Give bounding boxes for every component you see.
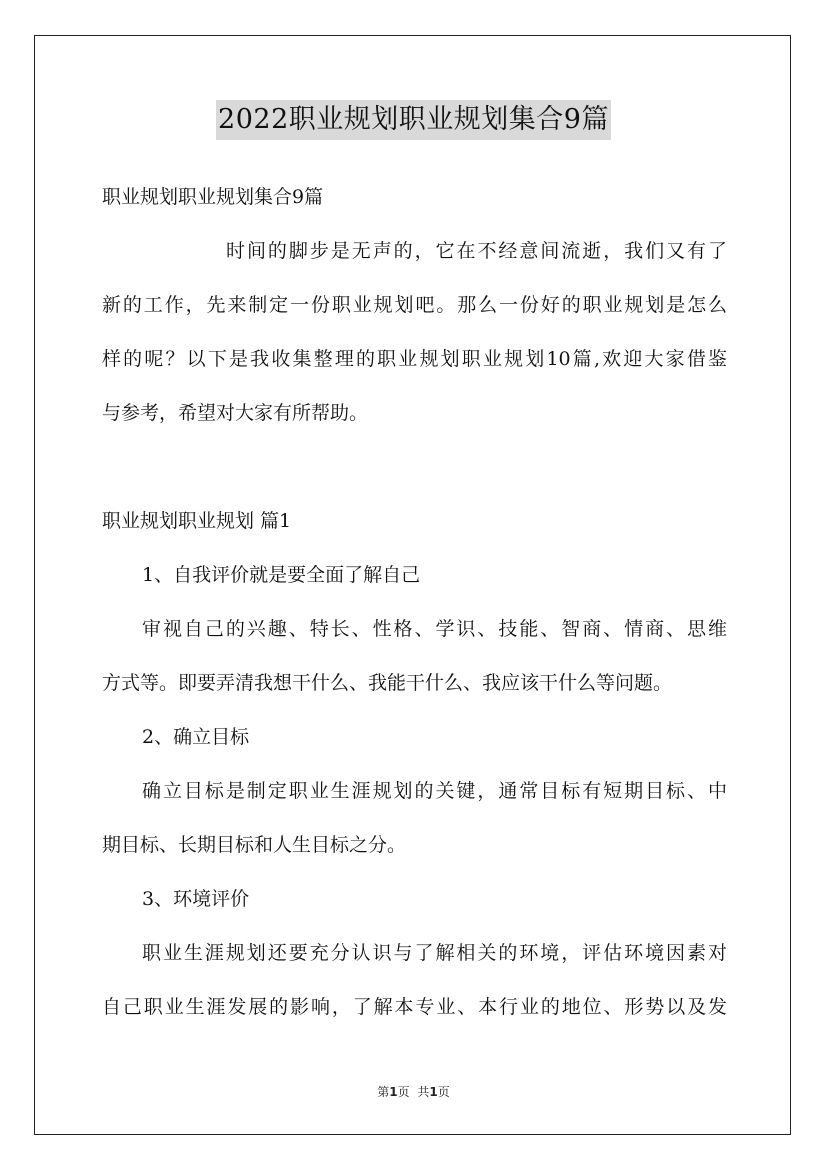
page-prefix: 第 (377, 1085, 390, 1099)
title-wrap (0, 100, 827, 140)
total-pages: 1 (429, 1085, 438, 1099)
spacer (102, 440, 727, 494)
item-line: 职业生涯规划还要充分认识与了解相关的环境，评估环境因素对 (142, 942, 727, 964)
section-heading: 职业规划职业规划 篇1 (102, 510, 292, 532)
subtitle: 职业规划职业规划集合9篇 (102, 186, 324, 208)
intro-line: 时间的脚步是无声的，它在不经意间流逝，我们又有了 (226, 240, 727, 262)
item-line: 期目标、长期目标和人生目标之分。 (102, 834, 407, 856)
item-heading: 1、自我评价就是要全面了解自己 (142, 564, 421, 586)
item-line: 审视自己的兴趣、特长、性格、学识、技能、智商、情商、思维 (142, 618, 727, 640)
item-heading: 3、环境评价 (142, 888, 250, 910)
item-line: 确立目标是制定职业生涯规划的关键，通常目标有短期目标、中 (142, 780, 727, 802)
item-line: 自己职业生涯发展的影响，了解本专业、本行业的地位、形势以及发 (102, 996, 727, 1018)
intro-line: 样的呢？以下是我收集整理的职业规划职业规划10篇,欢迎大家借鉴 (102, 348, 727, 370)
item-heading: 2、确立目标 (142, 726, 250, 748)
page-footer (0, 1083, 827, 1100)
intro-line: 与参考，希望对大家有所帮助。 (102, 402, 369, 424)
total-prefix: 共 (417, 1085, 430, 1099)
total-suffix: 页 (437, 1085, 450, 1099)
page-suffix: 页 (397, 1085, 410, 1099)
item-line: 方式等。即要弄清我想干什么、我能干什么、我应该干什么等问题。 (102, 672, 673, 694)
page-number: 1 (389, 1085, 398, 1099)
intro-line: 新的工作，先来制定一份职业规划吧。那么一份好的职业规划是怎么 (102, 294, 727, 316)
document-title: 2022职业规划职业规划集合9篇 (216, 100, 611, 140)
document-body (102, 170, 727, 1034)
